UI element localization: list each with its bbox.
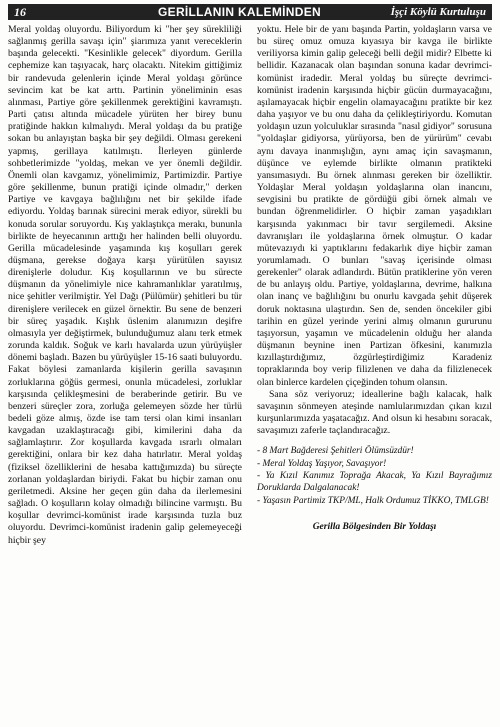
page-number: 16 (14, 5, 26, 19)
slogan-list (257, 445, 492, 506)
article-text-closing: Sana söz veriyoruz; ideallerine bağlı kalacak, halk savaşının sönmeyen ateşinde namlularımızdan çıkan kızıl kurşunlarımızda yaşatacağız. And olsun ki hesabını soracak, savaşımızı zaferle taçlandıracağız. (257, 388, 492, 437)
slogan-item: - Meral Yoldaş Yaşıyor, Savaşıyor! (257, 458, 387, 469)
author-signature: Gerilla Bölgesinden Bir Yoldaşı (312, 521, 437, 532)
page-header (8, 4, 492, 20)
slogan-item: - Ya Kızıl Kanımız Toprağa Akacak, Ya Kızıl Bayrağımız Doruklarda Dalgalanacak! (257, 470, 492, 494)
slogan-item: - Yaşasın Partimiz TKP/ML, Halk Ordumuz TİKKO, TMLGB! (257, 495, 489, 506)
article-text-left: Meral yoldaş oluyordu. Biliyordum ki "her şey sürekliliği sağlanmış gerilla savaşı için" şiarımıza yanıt vereceklerin başında gelecekti. "Kesinlikle gelecek" diyordum. Gerilla cephemize kan taşıyacak, harç olacaktı. Nitekim gittiğimiz bir randevuda gelenlerin içinde Meral yoldaşı görünce sevincim kat be kat arttı. Partinin yöneliminin esas alınması, Partiye göre şekillenmek gerektiğini kavramıştı. Parti çatısı altında mücadele yürüten her birey bunu pratiğinde hakkın kılmalıydı. Meral yoldaşı da bu pratiğe sokan bu anlayıştan başka bir şey değildi. Olması gerekeni yapmış, gerillaya katılmıştı. İlerleyen günlerde sohbetlerimizde "yoldaş, mekan ve yer önemli değildir. Önemli olan kavgamız, yönelimimiz, Partimizdir. Partiye göre şekillenme, bunun pratiği içinde olmadır," derken Partiye ve kavgaya bağlılığını net bir şekilde ifade ediyordu. Yoldaş barınak sürecini merak ediyor, sürekli bu konuda sorular soruyordu. Kış yaklaştıkça merakı, bununla birlikte de heyecanının arttığı her halinden belli oluyordu. Gerilla mücadelesinde yaşamında kış koşulları gerek düşmana, gerekse doğaya karşı yürütülen sayısız direnişlerle doludur. Kış koşullarının ve bu sürecte düşmanın da yönelimiyle nice kahramanlıklar yaratılmış, nice şehitler verilmiştir. Yel Dağı (Pülümür) şehitleri bu tür direnişlere verilecek en güzel örnektir. Bu sene de benzeri bir süreç yaşadık. Kışlık üslenim alanımızın deşifre olmasıyla yer değiştirmek, bulunduğumuz alanı terk etmek zorunda kaldık. Soğuk ve karlı havalarda uzun yürüyüşler dönemi başladı. Bazen bu yürüyüşler 15-16 saati buluyordu. Fakat böylesi zamanlarda kişilerin gerilla savaşının zorluklarına göğüs germesi, onunla mücadelesi, zorluklar karşısında çelikleşmesini de beraberinde getirir. Bu ve benzeri süreçler zora, zorluğa gelemeyen sözde her türlü bedeli göze almış, özde ise tam tersi olan kimi insanları kavgadan uzaklaştıracağı gibi, kimilerini daha da sağlamlaştırır. Zor koşullarda kavgada ısrarlı olmaları gerektiğini, onlara bir kez daha hatırlatır. Meral yoldaş (fiziksel özelliklerini de hesaba kattığımızda) bu süreçte zorlanan yoldaşlardan biriydi. Fakat bu hiçbir zaman onu geriletmedi. Aksine her geçen gün daha da ilerlemesini sağladı. O koşulların kolay olmadığı bilincine varmıştı. Bu koşullar devrimci-komünist irade karşısında tuzla buz oluyordu. Devrimci-komünist iradenin galip gelemeyeceği hiçbir şey (8, 24, 242, 546)
slogan-item: - 8 Mart Bağderesi Şehitleri Ölümsüzdür! (257, 446, 414, 457)
publication-name: İşçi Köylü Kurtuluşu (390, 6, 486, 18)
left-column (8, 24, 242, 547)
right-column (257, 24, 492, 533)
article-text-right: yoktu. Hele bir de yanı başında Partin, yoldaşların varsa ve bu süreç omuz omuza kıyasıya bir kavga ile birlikte veriliyorsa kimin galip geleceği belli değil midir? Elbette ki bellidir. Kazanacak olan başından sonuna kadar devrimci-komünist iradedir. Meral yoldaş bu süreçte devrimci-komünist iradenin karşısında hiçbir gücün durmayacağını, aşılamayacak hiçbir engelin olamayacağını pratikte bir kez daha yaşıyor ve bu onu daha da çelikleştiriyordu. Komutan yoldaşın uzun yolculuklar sırasında "nasıl gidiyor" sorusuna "yoldaşlar gidiyorsa, yürüyorsa, ben de yürürüm" cevabı aynı davaya inanmışlığın, aynı amaç için savaşmanın, düşünce ve eylemde birlikte olmanın pratikteki yansımasıydı. Bu örnek alınması gereken bir özelliktir. Yoldaşlar Meral yoldaşın yoldaşlarına olan inancını, sevgisini bu pratikte de gördüğü gibi örnek almalı ve bundan öğrenmelidirler. O hiçbir zaman yaşadıkları karşısında yakınmacı bir tavır sergilemedi. Aksine davranışları ile yoldaşlarına örnek olmuştur. O kadar mütevazıydı ki yaptıklarını fedakarlık diye hiçbir zaman yorumlamadı. O bunları "savaş içerisinde olması gerekenler" olarak adlandırdı. Bütün pratiklerine yön veren de bu anlayış oldu. Partiye, yoldaşlarına, devrime, halkına olan inanç ve bağlılığını bu onurlu kavgada şehit düşerek doruk noktasına ulaştırdın. Sen de, senden öncekiler gibi tarihin en güzel yerinde yerini almış olmanın gururunu taşıyorsun, yaşamın ve mücadelenin olduğu her alanda düşmanın beynine inen Partizan öfkesini, kanımızla kızıllaştırdığımız, özgürleştirdiğimiz Karadeniz topraklarında boy verip filizlenen ve daha da filizlenecek olan binlerce kardelen çiçeğinden tohum olansın. (257, 24, 492, 388)
section-title: GERİLLANIN KALEMİNDEN (158, 5, 321, 19)
